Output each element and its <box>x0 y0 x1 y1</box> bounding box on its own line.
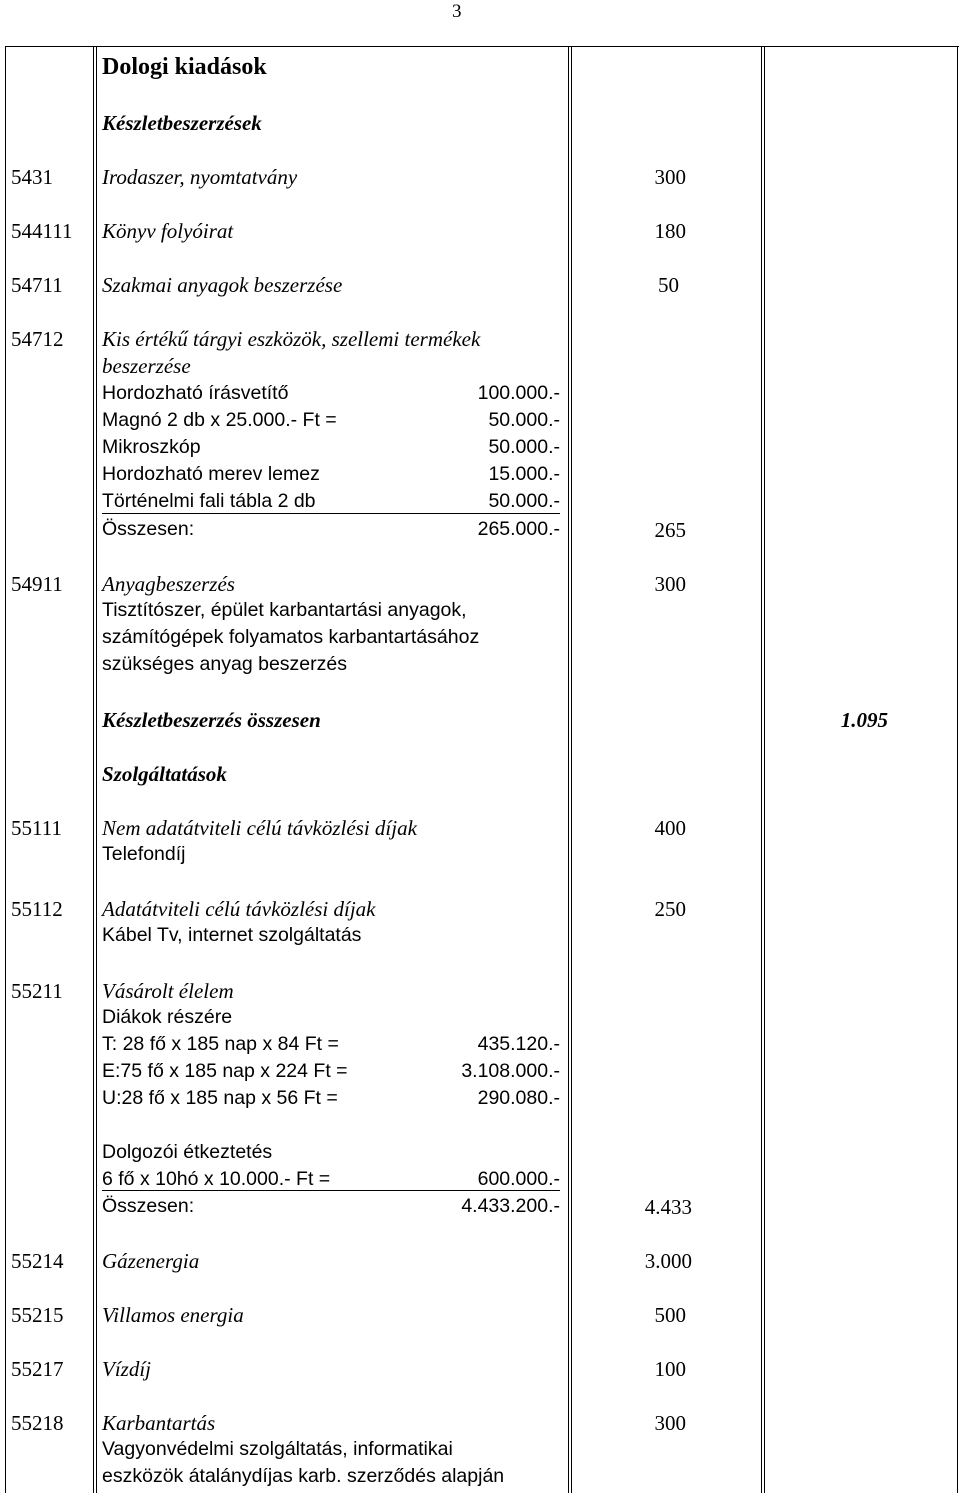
row-code: 55217 <box>11 1357 64 1381</box>
page-number: 3 <box>452 1 462 22</box>
item-name: U:28 fő x 185 nap x 56 Ft = <box>102 1087 338 1109</box>
row-description: Telefondíj <box>102 843 186 865</box>
item-value: 50.000.- <box>488 409 560 431</box>
item-value: 50.000.- <box>488 490 560 512</box>
item-name: Történelmi fali tábla 2 db <box>102 490 316 512</box>
item-name: E:75 fő x 185 nap x 224 Ft = <box>102 1060 348 1082</box>
staff-label: Dolgozói étkeztetés <box>102 1141 273 1163</box>
row-code: 5431 <box>11 165 53 189</box>
subtotal-label: Készletbeszerzés összesen <box>102 708 321 732</box>
row-code: 55111 <box>11 816 62 840</box>
section-title-services: Szolgáltatások <box>102 762 227 786</box>
sum-underline <box>102 1190 560 1191</box>
row-code: 55215 <box>11 1303 64 1327</box>
row-code: 544111 <box>11 219 73 243</box>
item-name: T: 28 fő x 185 nap x 84 Ft = <box>102 1033 339 1055</box>
row-label: Villamos energia <box>102 1303 244 1327</box>
subtotal-value: 1.095 <box>840 708 888 732</box>
row-description: Diákok részére <box>102 1006 233 1028</box>
item-value: 15.000.- <box>488 463 560 485</box>
sum-underline <box>102 513 560 514</box>
row-amount: 400 <box>654 816 686 840</box>
item-value: 3.108.000.- <box>461 1060 560 1082</box>
row-label: Nem adatátviteli célú távközlési díjak <box>102 816 417 840</box>
row-code: 55211 <box>11 979 63 1003</box>
total-value: 265.000.- <box>477 518 560 540</box>
document-heading: Dologi kiadások <box>102 54 267 80</box>
row-amount: 300 <box>654 1411 686 1435</box>
item-value: 435.120.- <box>477 1033 560 1055</box>
row-label: Könyv folyóirat <box>102 219 234 243</box>
row-label: Anyagbeszerzés <box>102 572 235 596</box>
row-label: Adatátviteli célú távközlési díjak <box>102 897 376 921</box>
item-name: 6 fő x 10hó x 10.000.- Ft = <box>102 1168 331 1190</box>
row-code: 54711 <box>11 273 63 297</box>
row-label: Gázenergia <box>102 1249 200 1273</box>
total-label: Összesen: <box>102 518 195 540</box>
row-amount: 500 <box>654 1303 686 1327</box>
row-code: 55112 <box>11 897 63 921</box>
row-code: 54712 <box>11 327 64 351</box>
row-label: Kis értékű tárgyi eszközök, szellemi termékek <box>102 327 481 351</box>
row-amount: 180 <box>654 219 686 243</box>
item-value: 100.000.- <box>477 382 560 404</box>
item-name: Mikroszkóp <box>102 436 201 458</box>
row-amount: 50 <box>658 273 679 297</box>
total-label: Összesen: <box>102 1195 195 1217</box>
item-value: 50.000.- <box>488 436 560 458</box>
item-name: Magnó 2 db x 25.000.- Ft = <box>102 409 337 431</box>
row-label: Vízdíj <box>102 1357 152 1381</box>
row-amount: 4.433 <box>644 1195 692 1219</box>
row-code: 55214 <box>11 1249 64 1273</box>
item-value: 290.080.- <box>477 1087 560 1109</box>
row-amount: 300 <box>654 165 686 189</box>
row-description: szükséges anyag beszerzés <box>102 653 347 675</box>
item-value: 600.000.- <box>477 1168 560 1190</box>
row-description: Kábel Tv, internet szolgáltatás <box>102 924 362 946</box>
row-amount: 250 <box>654 897 686 921</box>
row-label: Szakmai anyagok beszerzése <box>102 273 343 297</box>
row-code: 54911 <box>11 572 63 596</box>
row-label: Irodaszer, nyomtatvány <box>102 165 298 189</box>
row-label-cont: beszerzése <box>102 354 191 378</box>
row-amount: 265 <box>654 518 686 542</box>
row-label: Vásárolt élelem <box>102 979 234 1003</box>
row-amount: 3.000 <box>644 1249 692 1273</box>
item-name: Hordozható merev lemez <box>102 463 320 485</box>
total-value: 4.433.200.- <box>461 1195 560 1217</box>
row-label: Karbantartás <box>102 1411 216 1435</box>
row-description: Vagyonvédelmi szolgáltatás, informatikai <box>102 1438 453 1460</box>
section-title-purchases: Készletbeszerzések <box>102 111 262 135</box>
item-name: Hordozható írásvetítő <box>102 382 289 404</box>
row-description: eszközök átalánydíjas karb. szerződés alapján <box>102 1465 505 1487</box>
row-amount: 300 <box>654 572 686 596</box>
row-code: 55218 <box>11 1411 64 1435</box>
row-description: Tisztítószer, épület karbantartási anyagok, <box>102 599 467 621</box>
row-amount: 100 <box>654 1357 686 1381</box>
row-description: számítógépek folyamatos karbantartásához <box>102 626 480 648</box>
